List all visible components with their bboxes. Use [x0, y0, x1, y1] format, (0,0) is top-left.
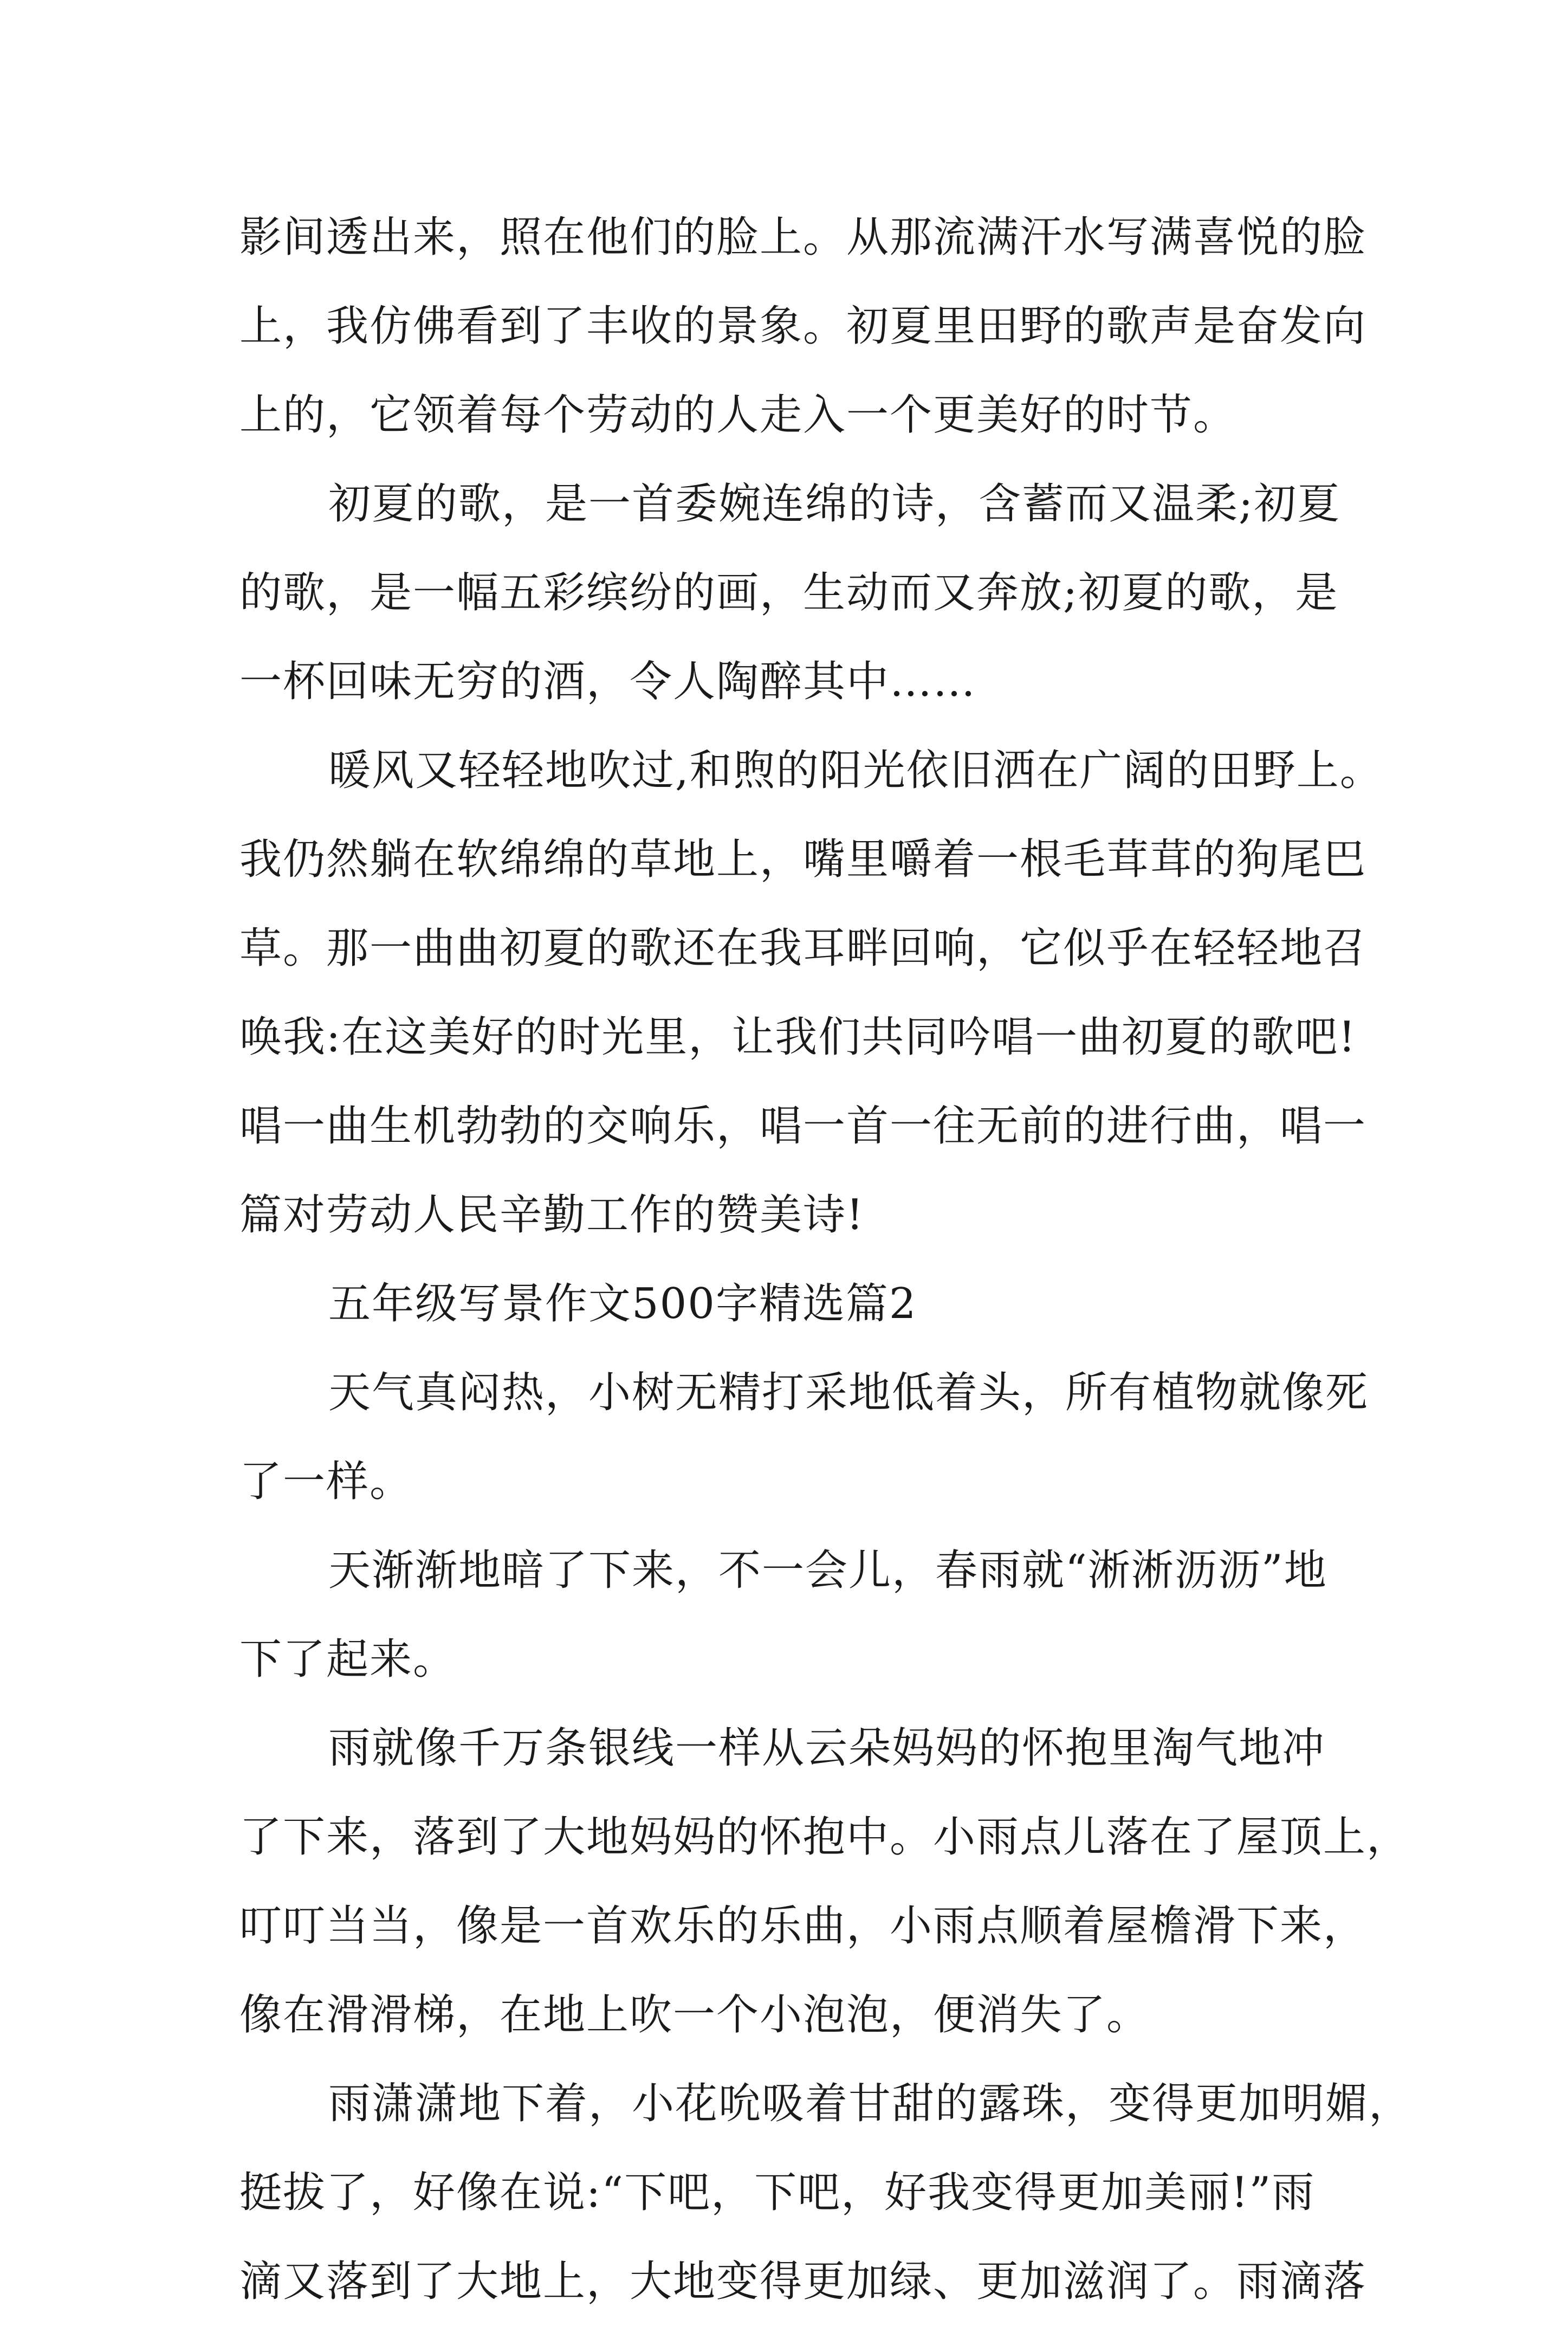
paragraph [239, 1704, 1410, 2059]
text-line: 暖风又轻轻地吹过,和煦的阳光依旧洒在广阔的田野上。 [328, 746, 1383, 795]
text-line: 一杯回味无穷的酒，令人陶醉其中…… [239, 657, 977, 706]
section-heading [239, 1259, 1345, 1348]
text-line: 的歌，是一幅五彩缤纷的画，生动而又奔放;初夏的歌，是 [239, 568, 1339, 617]
text-line: 了下来，落到了大地妈妈的怀抱中。小雨点儿落在了屋顶上， [239, 1813, 1410, 1862]
text-line: 初夏的歌，是一首委婉连绵的诗，含蓄而又温柔;初夏 [328, 480, 1341, 528]
text-line: 雨潇潇地下着，小花吮吸着甘甜的露珠，变得更加明媚， [328, 2079, 1413, 2128]
text-line: 像在滑滑梯，在地上吹一个小泡泡，便消失了。 [239, 1991, 1150, 2039]
text-line: 篇对劳动人民辛勤工作的赞美诗! [239, 1191, 865, 1239]
text-line: 唤我:在这美好的时光里，让我们共同吟唱一曲初夏的歌吧! [239, 1013, 1357, 1062]
text-line: 上，我仿佛看到了丰收的景象。初夏里田野的歌声是奋发向 [239, 302, 1367, 351]
paragraph [239, 2059, 1413, 2326]
text-line: 我仍然躺在软绵绵的草地上，嘴里嚼着一根毛茸茸的狗尾巴 [239, 835, 1367, 884]
text-line: 上的，它领着每个劳动的人走入一个更美好的时节。 [239, 391, 1237, 440]
text-line: 天渐渐地暗了下来，不一会儿，春雨就“淅淅沥沥”地 [328, 1546, 1327, 1595]
text-line: 雨就像千万条银线一样从云朵妈妈的怀抱里淘气地冲 [328, 1724, 1326, 1773]
text-line: 草。那一曲曲初夏的歌还在我耳畔回响，它似乎在轻轻地召 [239, 924, 1367, 973]
text-line: 滴又落到了大地上，大地变得更加绿、更加滋润了。雨滴落 [239, 2257, 1367, 2306]
text-line: 了一样。 [239, 1457, 413, 1506]
text-line: 影间透出来，照在他们的脸上。从那流满汗水写满喜悦的脸 [239, 213, 1367, 262]
paragraph [239, 460, 1345, 726]
text-line: 唱一曲生机勃勃的交响乐，唱一首一往无前的进行曲，唱一 [239, 1102, 1367, 1151]
heading-line: 五年级写景作文500字精选篇2 [328, 1280, 917, 1328]
paragraph [239, 1526, 1345, 1704]
document-body [239, 193, 1413, 2326]
text-line: 挺拔了，好像在说:“下吧，下吧，好我变得更加美丽!”雨 [239, 2168, 1316, 2217]
text-line: 下了起来。 [239, 1635, 457, 1684]
text-line: 叮叮当当，像是一首欢乐的乐曲，小雨点顺着屋檐滑下来， [239, 1902, 1367, 1950]
text-line: 天气真闷热，小树无精打采地低着头，所有植物就像死 [328, 1368, 1369, 1417]
paragraph [239, 1348, 1369, 1526]
paragraph [239, 193, 1367, 460]
paragraph [239, 726, 1383, 1259]
